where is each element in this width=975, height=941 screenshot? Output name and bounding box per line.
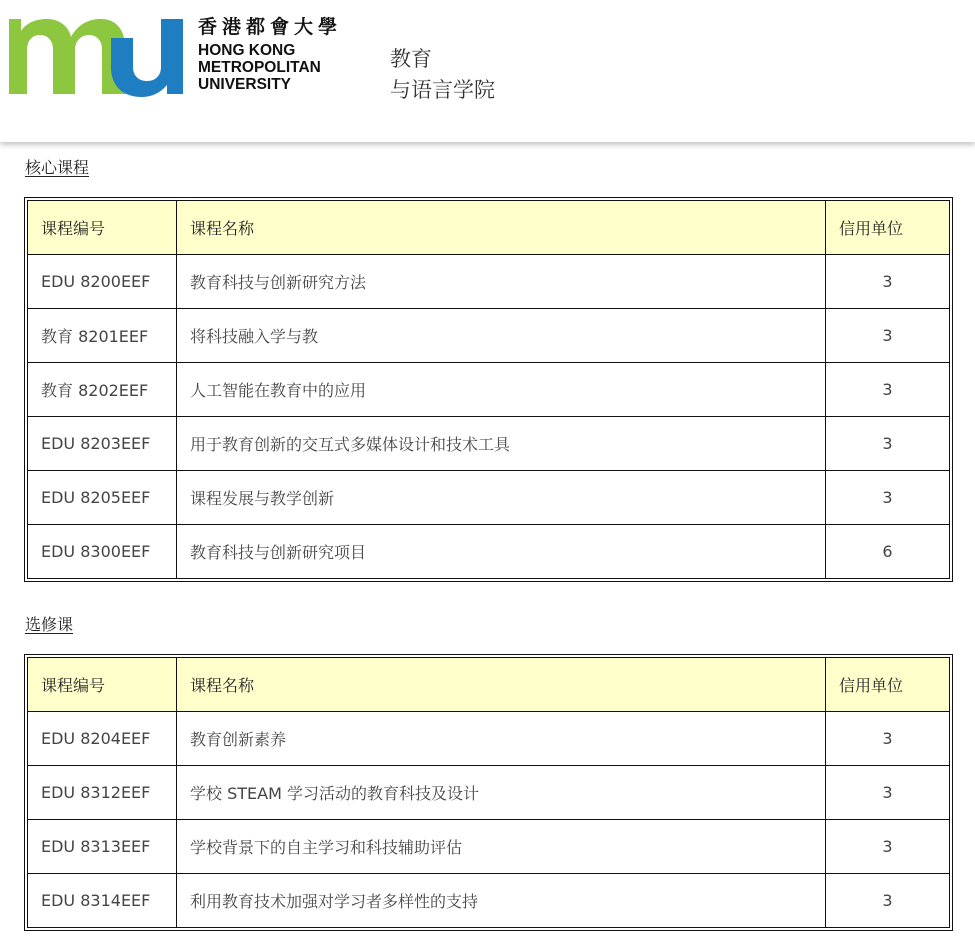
table-row	[28, 766, 950, 820]
course-code-cell: EDU 8203EEF	[28, 417, 177, 471]
table-row	[28, 255, 950, 309]
university-wordmark	[198, 18, 342, 93]
table-row	[28, 874, 950, 928]
table-row	[28, 309, 950, 363]
column-header-credit: 信用单位	[826, 201, 950, 255]
column-header-code: 课程编号	[28, 201, 177, 255]
course-code-cell: 教育 8201EEF	[28, 309, 177, 363]
university-logo[interactable]	[7, 19, 185, 97]
course-code-cell: EDU 8313EEF	[28, 820, 177, 874]
credit-units-cell: 6	[826, 525, 950, 579]
course-name-cell: 学校 STEAM 学习活动的教育科技及设计	[177, 766, 826, 820]
course-name-cell: 教育创新素养	[177, 712, 826, 766]
core-courses-table	[24, 197, 953, 582]
credit-units-cell: 3	[826, 255, 950, 309]
credit-units-cell: 3	[826, 820, 950, 874]
table-row	[28, 820, 950, 874]
course-code-cell: 教育 8202EEF	[28, 363, 177, 417]
table-row	[28, 712, 950, 766]
column-header-code: 课程编号	[28, 658, 177, 712]
course-code-cell: EDU 8314EEF	[28, 874, 177, 928]
table-row	[28, 363, 950, 417]
faculty-name	[390, 44, 495, 106]
course-name-cell: 学校背景下的自主学习和科技辅助评估	[177, 820, 826, 874]
course-code-cell: EDU 8300EEF	[28, 525, 177, 579]
course-name-cell: 利用教育技术加强对学习者多样性的支持	[177, 874, 826, 928]
logo-english-line: HONG KONG	[198, 42, 296, 59]
course-name-cell: 教育科技与创新研究项目	[177, 525, 826, 579]
credit-units-cell: 3	[826, 712, 950, 766]
course-code-cell: EDU 8204EEF	[28, 712, 177, 766]
table-row	[28, 525, 950, 579]
credit-units-cell: 3	[826, 471, 950, 525]
table-row	[28, 417, 950, 471]
credit-units-cell: 3	[826, 874, 950, 928]
elective-courses-table	[24, 654, 953, 931]
page-header	[0, 0, 975, 142]
logo-chinese-name: 香港都會大學	[198, 17, 343, 38]
course-name-cell: 人工智能在教育中的应用	[177, 363, 826, 417]
logo-english-line: UNIVERSITY	[198, 76, 292, 93]
credit-units-cell: 3	[826, 766, 950, 820]
course-code-cell: EDU 8312EEF	[28, 766, 177, 820]
credit-units-cell: 3	[826, 417, 950, 471]
table-row	[28, 471, 950, 525]
table-header-row	[28, 201, 950, 255]
column-header-credit: 信用单位	[826, 658, 950, 712]
core-courses-heading: 核心课程	[25, 158, 90, 177]
course-name-cell: 课程发展与教学创新	[177, 471, 826, 525]
elective-courses-heading: 选修课	[25, 615, 74, 634]
course-code-cell: EDU 8200EEF	[28, 255, 177, 309]
credit-units-cell: 3	[826, 363, 950, 417]
table-header-row	[28, 658, 950, 712]
faculty-name-line: 与语言学院	[390, 78, 495, 102]
faculty-name-line: 教育	[390, 47, 432, 71]
course-name-cell: 将科技融入学与教	[177, 309, 826, 363]
course-code-cell: EDU 8205EEF	[28, 471, 177, 525]
logo-english-line: METROPOLITAN	[198, 59, 321, 76]
course-name-cell: 用于教育创新的交互式多媒体设计和技术工具	[177, 417, 826, 471]
column-header-name: 课程名称	[177, 658, 826, 712]
course-name-cell: 教育科技与创新研究方法	[177, 255, 826, 309]
column-header-name: 课程名称	[177, 201, 826, 255]
credit-units-cell: 3	[826, 309, 950, 363]
